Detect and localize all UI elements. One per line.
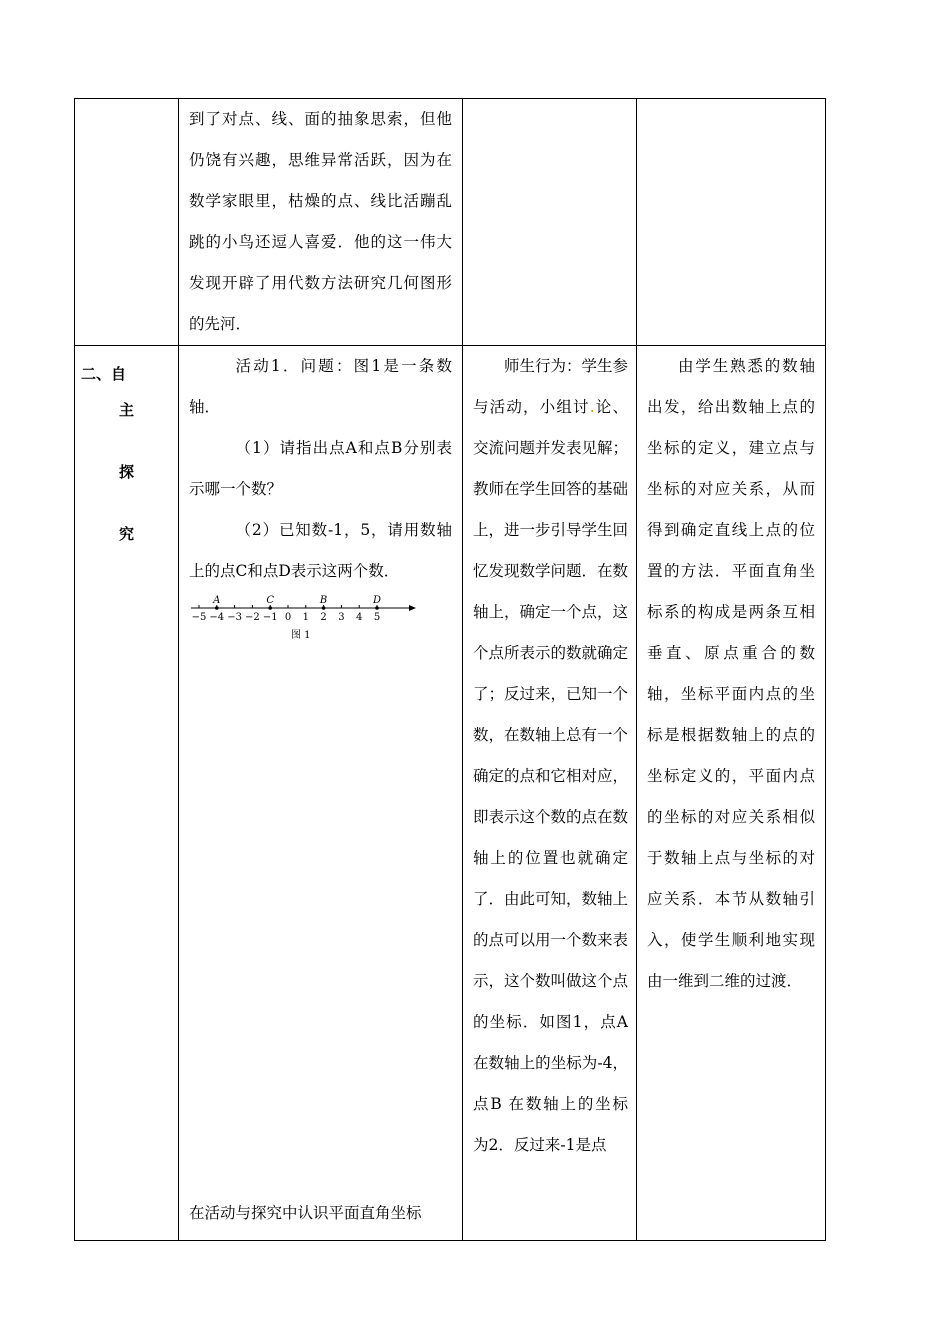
tick-label: 0 bbox=[284, 612, 292, 623]
stage-line: 二、自 bbox=[81, 365, 127, 383]
question-2: （2）已知数-1，5，请用数轴上的点C和点D表示这两个数． bbox=[189, 521, 452, 580]
teacher-student-part-a: 师生行为：学生参与活动，小组讨 bbox=[473, 357, 629, 416]
stray-dot: . bbox=[589, 398, 595, 416]
cell-content bbox=[179, 346, 463, 1241]
cell-intent-empty bbox=[637, 99, 826, 346]
teacher-student-text bbox=[463, 346, 636, 1166]
teacher-student-part-b: 论、交流问题并发表见解；教师在学生回答的基础上，进一步引导学生回忆发现数学问题．在数轴上，确定一个点，这个点所表示的数就确定了；反过来，已知一个数，在数轴上总有一个确定的点和它相对应，即表示这个数的点在数轴上的位置也就确定了．由此可知，数轴上的点可以用一个数来表示，这个数叫做这个点的坐标．如图1，点A在数轴上的坐标为-4，点B 在数轴上的坐标为2．反过来-1是点 bbox=[473, 398, 629, 1154]
design-intent-text: 由学生熟悉的数轴出发，给出数轴上点的坐标的定义，建立点与坐标的对应关系，从而得到确定直线上点的位置的方法．平面直角坐标系的构成是两条互相垂直、原点重合的数轴，坐标平面内点的坐标是根据数轴上的点的坐标定义的，平面内点的坐标的对应关系相似于数轴上点与坐标的对应关系．本节从数轴引入，使学生顺利地实现由一维到二维的过渡． bbox=[647, 357, 815, 990]
point-marker bbox=[268, 606, 272, 610]
point-label: D bbox=[372, 595, 382, 606]
cell-teacher-student-empty bbox=[463, 99, 637, 346]
cell-intent bbox=[637, 346, 826, 1241]
point-marker bbox=[322, 606, 326, 610]
tick-label: 5 bbox=[373, 612, 381, 623]
tick-label: −3 bbox=[227, 612, 242, 623]
tick-label: 1 bbox=[302, 612, 309, 623]
point-label: C bbox=[266, 595, 275, 606]
table-row bbox=[75, 346, 826, 1241]
history-paragraph: 到了对点、线、面的抽象思索，但他仍饶有兴趣，思维异常活跃，因为在数学家眼里，枯燥的点、线比活蹦乱跳的小鸟还逗人喜爱．他的这一伟大发现开辟了用代数方法研究几何图形的先河． bbox=[189, 110, 452, 333]
tick-label: −2 bbox=[245, 612, 260, 623]
point-marker bbox=[375, 606, 379, 610]
tick-label: −4 bbox=[209, 612, 225, 623]
tick-label: 3 bbox=[338, 612, 345, 623]
activity-text: 活动1．问题：图1是一条数轴． bbox=[189, 357, 452, 416]
cell-content bbox=[179, 99, 463, 346]
tick-label: 2 bbox=[320, 612, 327, 623]
cell-stage-empty bbox=[75, 99, 179, 346]
tick-label: −5 bbox=[191, 612, 207, 623]
stage-line: 主 bbox=[118, 401, 134, 419]
stage-title bbox=[75, 346, 178, 549]
figure-caption: 图 1 bbox=[291, 630, 311, 641]
point-marker bbox=[215, 606, 219, 610]
tick-label: −1 bbox=[262, 612, 278, 623]
stage-line: 探 bbox=[118, 463, 134, 481]
tick-label: 4 bbox=[356, 612, 363, 623]
stage-line: 究 bbox=[118, 525, 134, 543]
table-row bbox=[75, 99, 826, 346]
arrow-right-icon bbox=[409, 605, 416, 611]
col2-bottom-text: 在活动与探究中认识平面直角坐标 bbox=[189, 1204, 422, 1222]
cell-teacher-student bbox=[463, 346, 637, 1241]
point-label: A bbox=[213, 595, 221, 606]
lesson-table bbox=[74, 98, 826, 1241]
point-label: B bbox=[319, 595, 328, 606]
number-line-figure bbox=[191, 594, 416, 642]
cell-stage bbox=[75, 346, 179, 1241]
question-1: （1）请指出点A和点B分别表示哪一个数？ bbox=[189, 439, 452, 498]
